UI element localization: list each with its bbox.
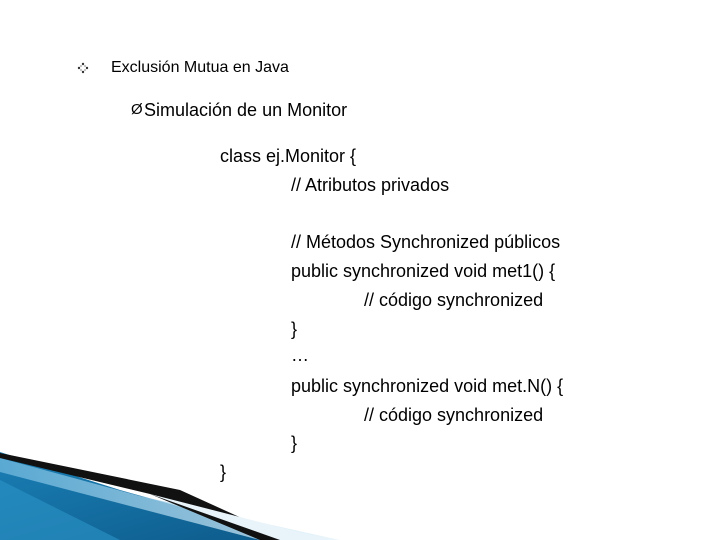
arrow-bullet-icon: Ø [131, 101, 143, 118]
code-line-class-open: class ej.Monitor { [220, 146, 357, 166]
code-line-met1-signature: public synchronized void met1() { [291, 261, 556, 281]
code-line-met1-close: } [291, 319, 298, 339]
code-line-comment-methods: // Métodos Synchronized públicos [291, 232, 561, 252]
code-line-ellipsis: … [291, 345, 309, 365]
decorative-corner-swoosh [0, 450, 720, 540]
code-line-met1-body: // código synchronized [364, 290, 544, 310]
sub-heading: Simulación de un Monitor [144, 100, 348, 120]
code-line-class-close: } [220, 462, 227, 482]
code-line-metN-body: // código synchronized [364, 405, 544, 425]
code-line-comment-attributes: // Atributos privados [291, 175, 450, 195]
slide-heading: Exclusión Mutua en Java [111, 59, 289, 76]
code-line-metN-signature: public synchronized void met.N() { [291, 376, 564, 396]
diamond-star-bullet-icon [76, 61, 90, 75]
code-line-metN-close: } [291, 433, 298, 453]
